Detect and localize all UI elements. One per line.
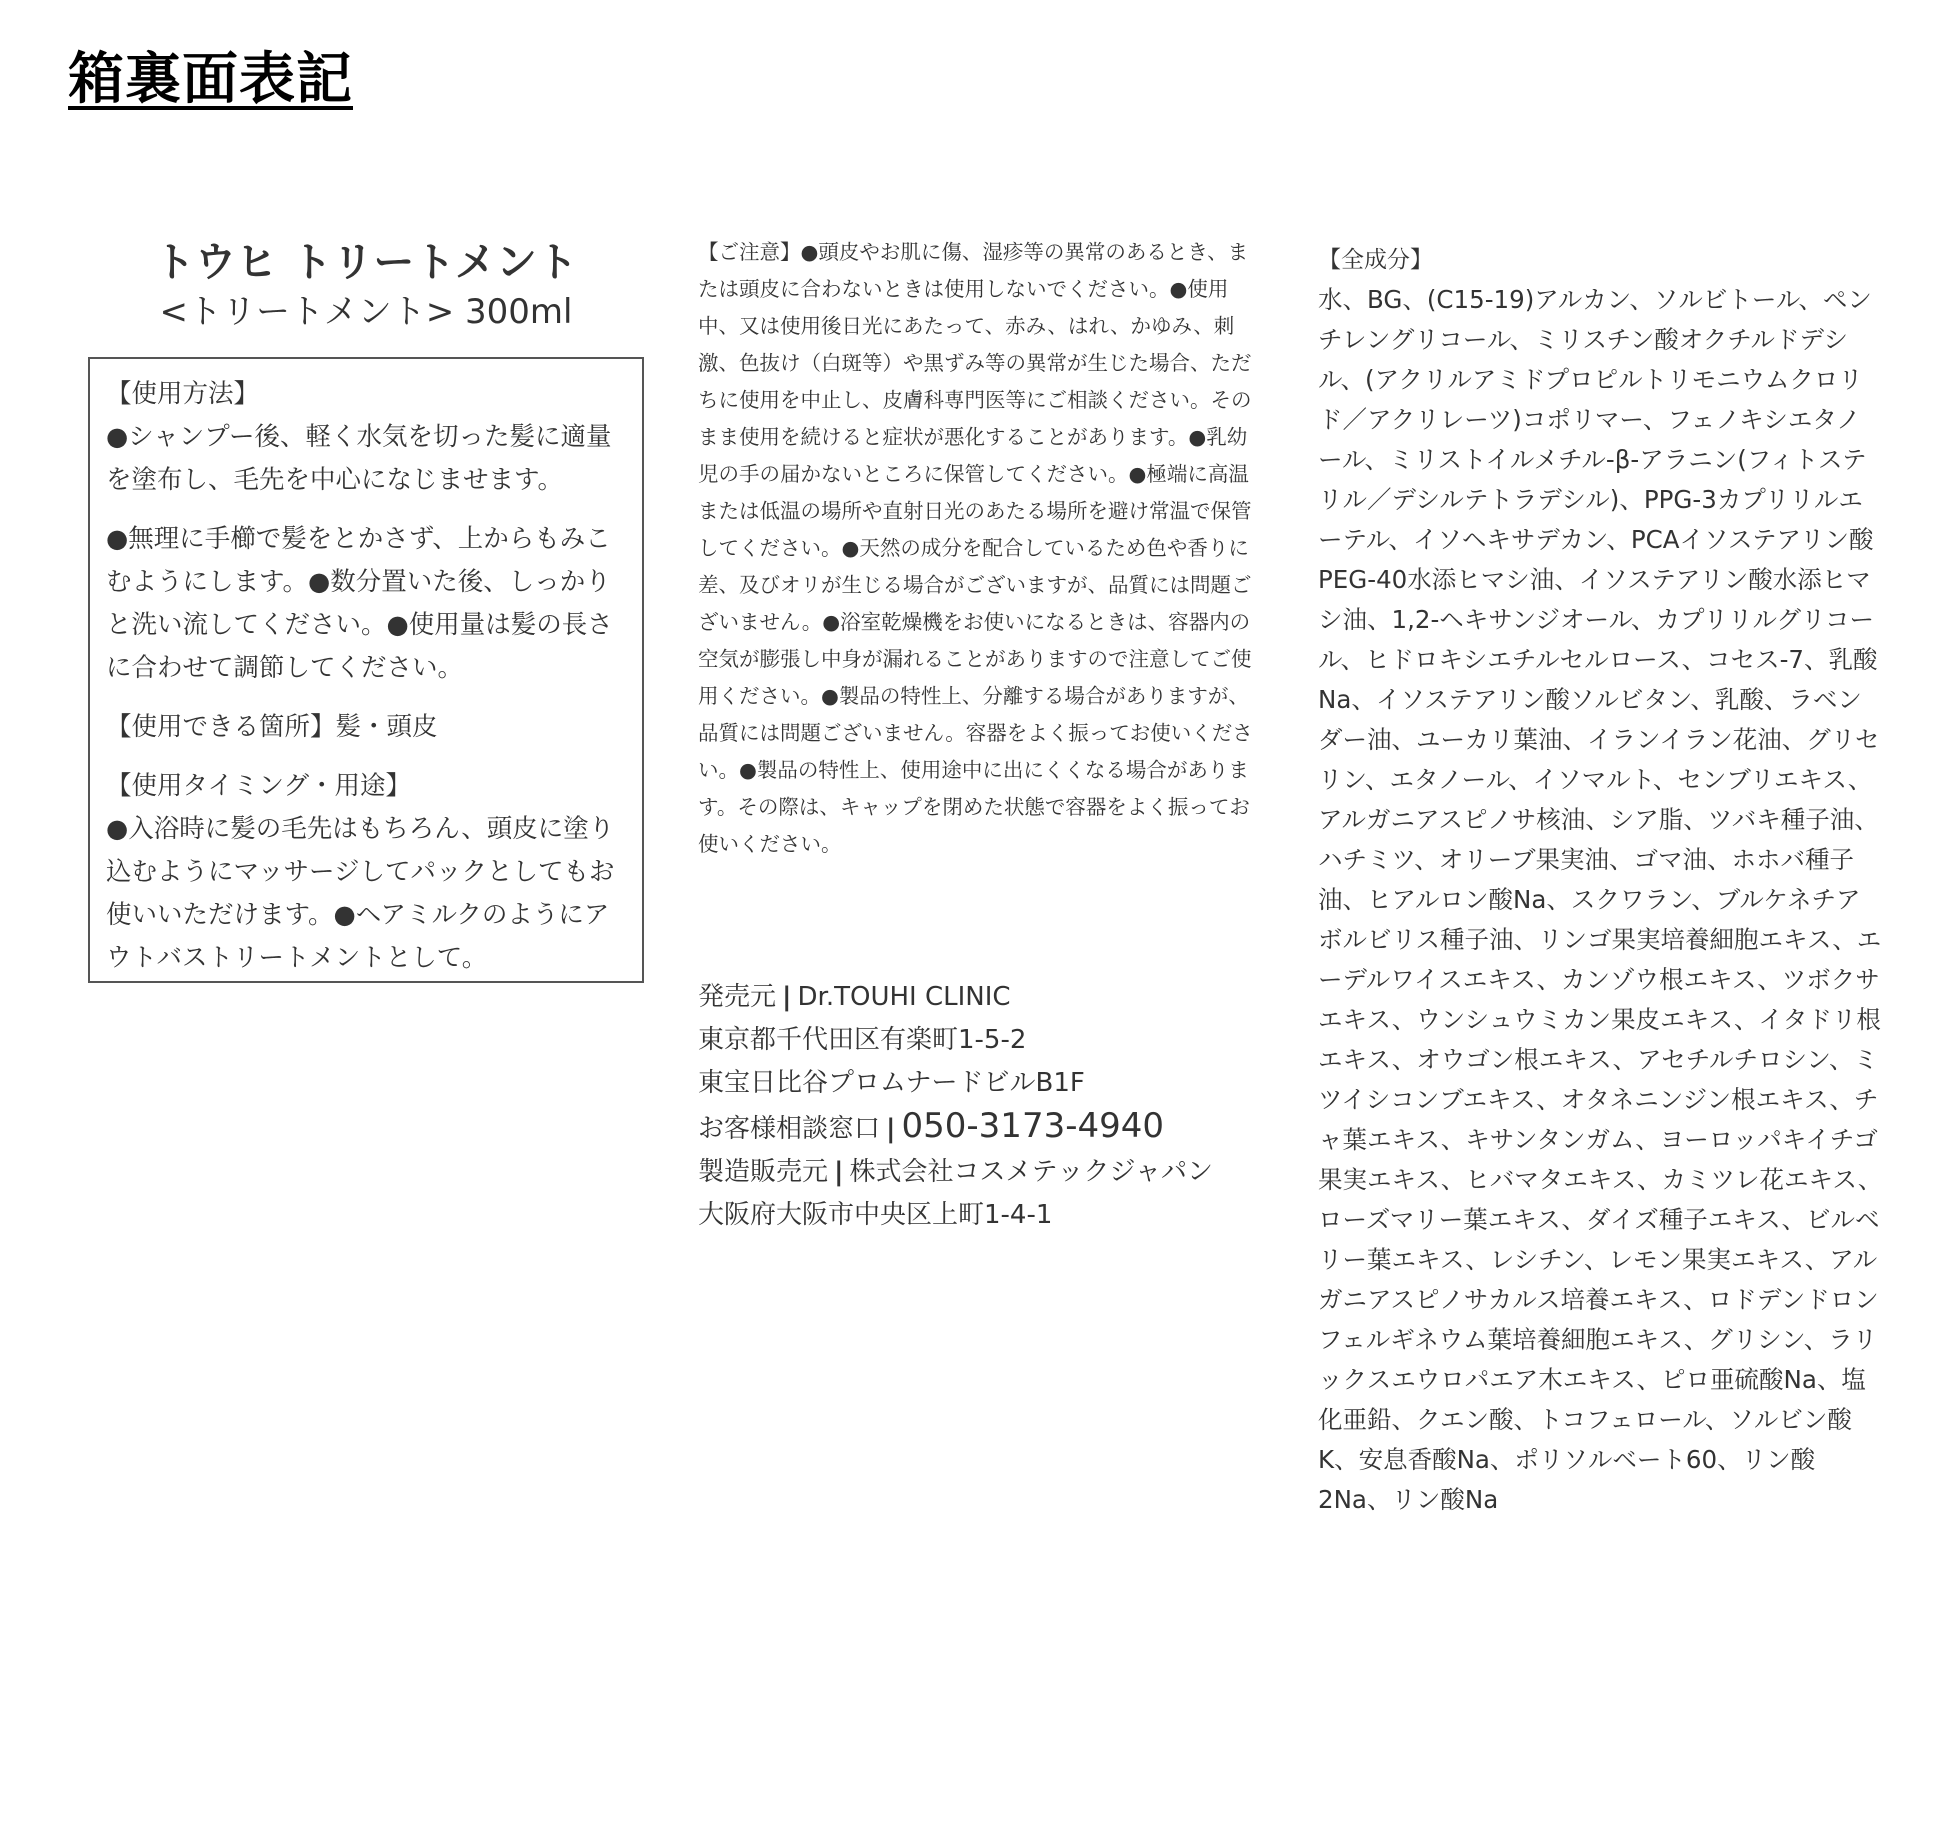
usage-box <box>88 357 644 983</box>
support-phone: 050-3173-4940 <box>901 1106 1165 1146</box>
maker-line <box>698 1151 1278 1194</box>
separator: | <box>834 1157 844 1187</box>
seller-address-2: 東宝日比谷プロムナードビルB1F <box>698 1068 1085 1098</box>
seller-label: 発売元 <box>698 982 777 1012</box>
support-line <box>698 1105 1278 1151</box>
maker-name: 株式会社コスメテックジャパン <box>849 1157 1213 1187</box>
separator: | <box>886 1114 896 1144</box>
contact-block <box>698 976 1278 1237</box>
seller-name: Dr.TOUHI CLINIC <box>797 982 1011 1012</box>
product-title: トウヒ トリートメント <box>154 238 578 286</box>
separator: | <box>782 982 792 1012</box>
ingredients-text: 水、BG、(C15-19)アルカン、ソルビトール、ペンチレングリコール、ミリスチン酸オクチルドデシル、(アクリルアミドプロピルトリモニウムクロリド／アクリレーツ)コポリマー、フェノキシエタノール、ミリストイルメチル-β-アラニン(フィトステリル／デシルテトラデシル)、PPG-3カプリリルエーテル、イソヘキサデカン、PCAイソステアリン酸PEG-40水添ヒマシ油、イソステアリン酸水添ヒマシ油、1,2-ヘキサンジオール、カプリリルグリコール、ヒドロキシエチルセルロース、コセス-7、乳酸Na、イソステアリン酸ソルビタン、乳酸、ラベンダー油、ユーカリ葉油、イランイラン花油、グリセリン、エタノール、イソマルト、センブリエキス、アルガニアスピノサ核油、シア脂、ツバキ種子油、ハチミツ、オリーブ果実油、ゴマ油、ホホバ種子油、ヒアルロン酸Na、スクワラン、ブルケネチアボルビリス種子油、リンゴ果実培養細胞エキス、エーデルワイスエキス、カンゾウ根エキス、ツボクサエキス、ウンシュウミカン果皮エキス、イタドリ根エキス、オウゴン根エキス、アセチルチロシン、ミツイシコンブエキス、オタネニンジン根エキス、チャ葉エキス、キサンタンガム、ヨーロッパキイチゴ果実エキス、ヒバマタエキス、カミツレ花エキス、ローズマリー葉エキス、ダイズ種子エキス、ビルベリー葉エキス、レシチン、レモン果実エキス、アルガニアスピノサカルス培養エキス、ロドデンドロンフェルギネウム葉培養細胞エキス、グリシン、ラリックスエウロパエア木エキス、ピロ亜硫酸Na、塩化亜鉛、クエン酸、トコフェロール、ソルビン酸K、安息香酸Na、ポリソルベート60、リン酸2Na、リン酸Na <box>1318 285 1883 1514</box>
product-subtitle: <トリートメント> 300ml <box>159 292 573 332</box>
usage-method-text-2: ●無理に手櫛で髪をとかさず、上からもみこむようにします。●数分置いた後、しっかりと洗い流してください。●使用量は髪の長さに合わせて調節してください。 <box>106 524 613 683</box>
usage-area-line: 【使用できる箇所】髪・頭皮 <box>106 712 438 742</box>
usage-timing-text: ●入浴時に髪の毛先はもちろん、頭皮に塗り込むようにマッサージしてパックとしてもお使いいただけます。●ヘアミルクのようにアウトバストリートメントとして。 <box>106 814 615 973</box>
maker-label: 製造販売元 <box>698 1157 829 1187</box>
seller-address-1: 東京都千代田区有楽町1-5-2 <box>698 1025 1027 1055</box>
usage-method-text: ●シャンプー後、軽く水気を切った髪に適量を塗布し、毛先を中心になじませます。 <box>106 422 612 495</box>
maker-address: 大阪府大阪市中央区上町1-4-1 <box>698 1200 1053 1230</box>
ingredients-heading: 【全成分】 <box>1318 247 1433 273</box>
usage-timing-heading: 【使用タイミング・用途】 <box>106 771 411 801</box>
page-heading: 箱裏面表記 <box>68 47 353 112</box>
usage-method-heading: 【使用方法】 <box>106 379 260 409</box>
caution-text: 【ご注意】●頭皮やお肌に傷、湿疹等の異常のあるとき、または頭皮に合わないときは使用しないでください。●使用中、又は使用後日光にあたって、赤み、はれ、かゆみ、刺激、色抜け（白斑等）や黒ずみ等の異常が生じた場合、ただちに使用を中止し、皮膚科専門医等にご相談ください。そのまま使用を続けると症状が悪化することがあります。●乳幼児の手の届かないところに保管してください。●極端に高温または低温の場所や直射日光のあたる場所を避け常温で保管してください。●天然の成分を配合しているため色や香りに差、及びオリが生じる場合がございますが、品質には問題ございません。●浴室乾燥機をお使いになるときは、容器内の空気が膨張し中身が漏れることがありますので注意してご使用ください。●製品の特性上、分離する場合がありますが、品質には問題ございません。容器をよく振ってお使いください。●製品の特性上、使用途中に出にくくなる場合があります。その際は、キャップを閉めた状態で容器をよく振ってお使いください。 <box>698 240 1253 856</box>
seller-line <box>698 976 1278 1019</box>
support-label: お客様相談窓口 <box>698 1114 881 1144</box>
